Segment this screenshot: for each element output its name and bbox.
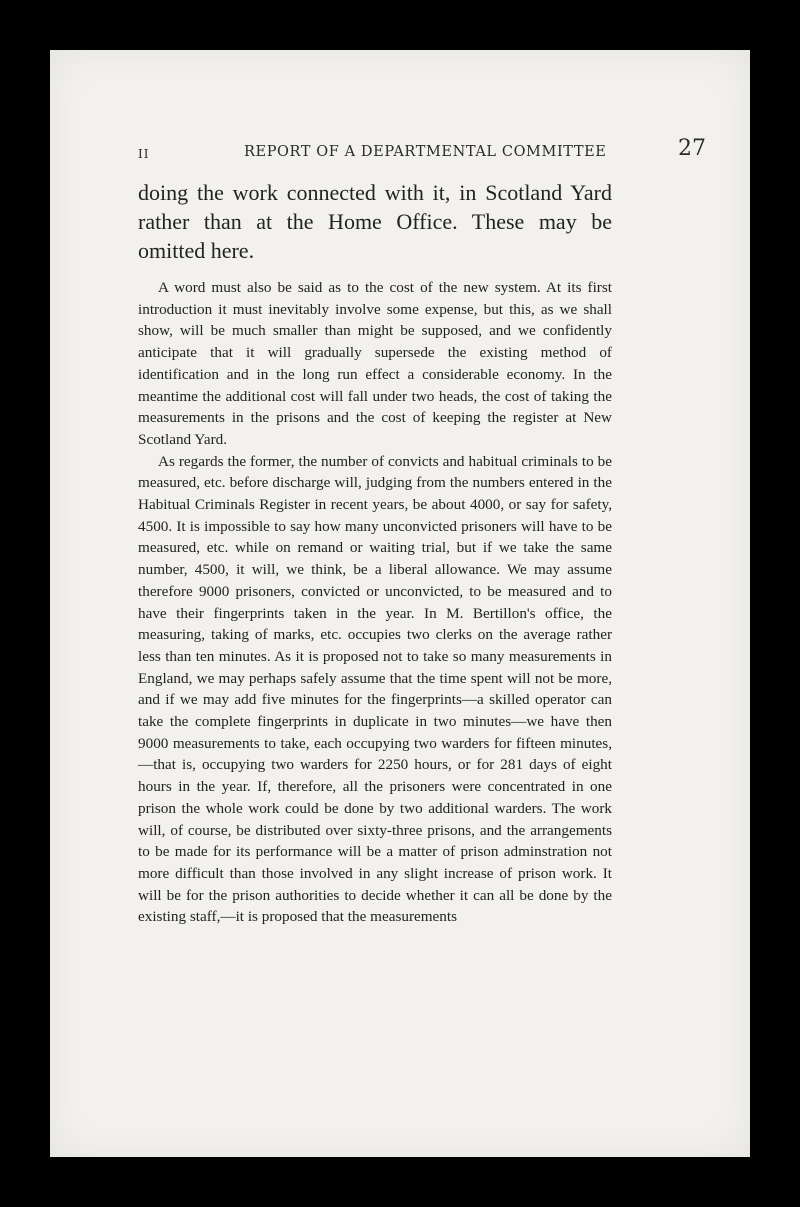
- page-number: 27: [678, 136, 706, 161]
- page-header: [92, 94, 706, 161]
- running-title: REPORT OF A DEPARTMENTAL COMMITTEE: [244, 144, 607, 160]
- opening-paragraph: doing the work connected with it, in Scotland Yard rather than at the Home Office. These may be omitted here.: [138, 180, 612, 263]
- paragraph-cost: A word must also be said as to the cost of the new system. At its first introduction it must inevitably involve some expense, but this, as we shall show, will be much smaller than might be supposed, and we confidently anticipate that it will gradually supersede the existing method of identification and in the long run effect a considerable economy. In the meantime the additional cost will fall under two heads, the cost of taking the measurements in the prisons and the cost of keeping the register at New Scotland Yard.: [138, 279, 612, 448]
- signature-mark: II: [138, 147, 150, 161]
- body-text: [138, 178, 612, 928]
- paragraph-measurements: As regards the former, the number of convicts and habitual criminals to be measured, etc. before discharge will, judging from the numbers entered in the Habitual Criminals Register in recent years, be about 4000, or say for safety, 4500. It is impossible to say how many unconvicted prisoners will have to be measured, etc. while on remand or waiting trial, but if we take the same number, 4500, it will, we think, be a liberal allowance. We may assume therefore 9000 prisoners, convicted or unconvicted, to be measured and to have their fingerprints taken in the year. In M. Bertillon's office, the measuring, taking of marks, etc. occupies two clerks on the average rather less than ten minutes. As it is proposed not to take so many measurements in England, we may perhaps safely assume that the time spent will not be more, and if we may add five minutes for the fingerprints—a skilled operator can take the complete fingerprints in duplicate in two minutes—we have then 9000 measurements to take, each occupying two warders for fifteen minutes,—that is, occupying two warders for 2250 hours, or for 281 days of eight hours in the year. If, therefore, all the prisoners were concentrated in one prison the whole work could be done by two additional warders. The work will, of course, be distributed over sixty-three prisons, and the arrangements to be made for its performance will be a matter of prison adminstration not more difficult than those involved in any slight increase of prison work. It will be for the prison authorities to decide whether it can all be done by the existing staff,—it is proposed that the measurements: [138, 452, 612, 926]
